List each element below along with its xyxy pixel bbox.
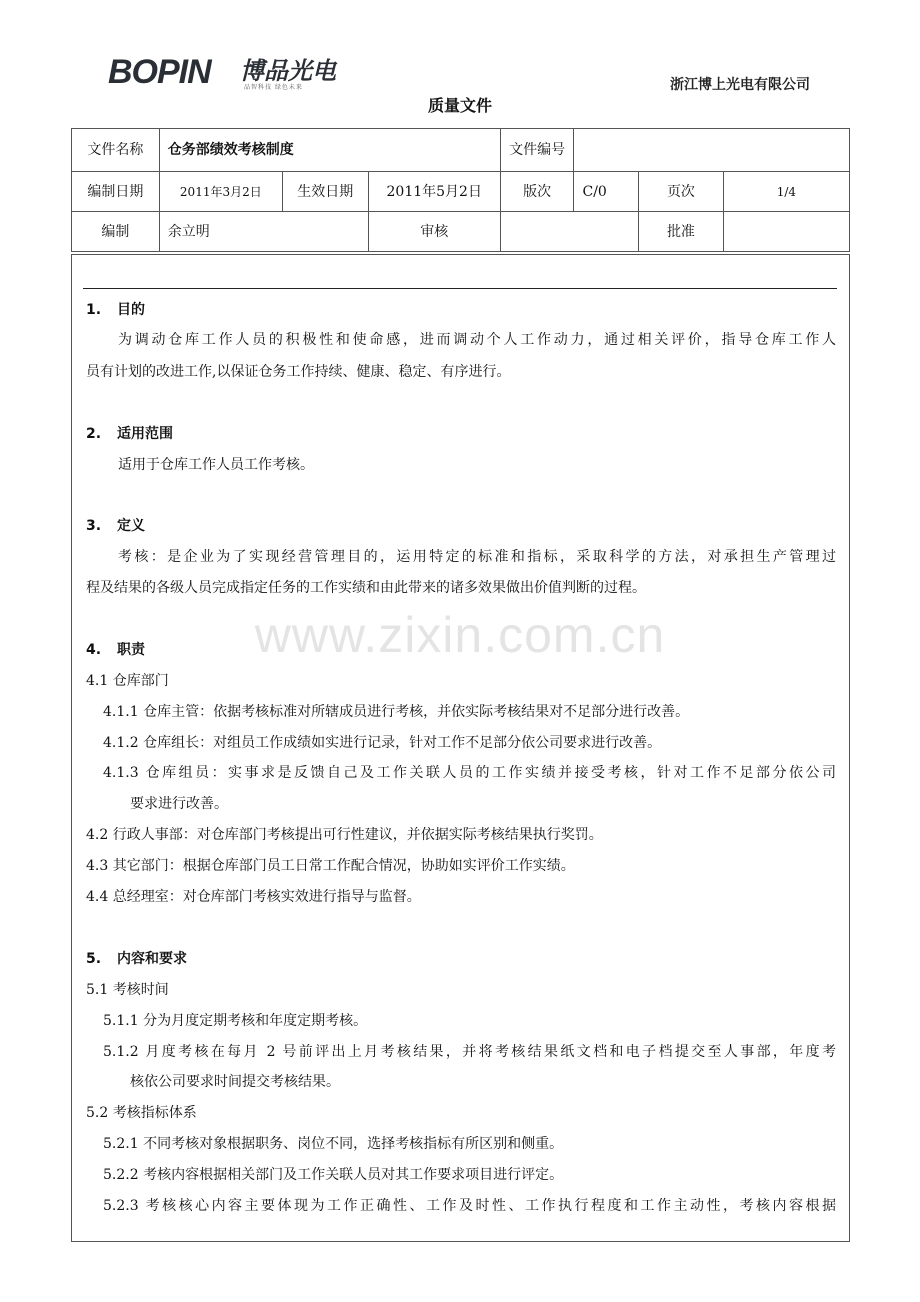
file-name-value: 仓务部绩效考核制度 — [159, 129, 500, 172]
item-4-1-1: 4.1.1 仓库主管：依据考核标准对所辖成员进行考核，并依实际考核结果对不足部分进行改善。 — [103, 704, 690, 720]
company-name: 浙江博上光电有限公司 — [670, 77, 810, 93]
item-4-1-3-line1: 4.1.3 仓库组员：实事求是反馈自己及工作关联人员的工作实绩并接受考核，针对工作不足部分依公司 — [103, 765, 836, 781]
section-3-title: 定义 — [117, 518, 145, 534]
page-label: 页次 — [639, 172, 724, 212]
section-2-paragraph: 适用于仓库工作人员工作考核。 — [118, 457, 314, 473]
logo-chinese-name: 博品光电 — [240, 57, 336, 85]
draft-date-label: 编制日期 — [72, 172, 160, 212]
section-3-number: 3. — [86, 518, 102, 534]
item-4-2: 4.2 行政人事部：对仓库部门考核提出可行性建议，并依据实际考核结果执行奖罚。 — [86, 827, 603, 843]
author-label: 编制 — [72, 212, 160, 252]
section-4-number: 4. — [86, 642, 102, 658]
file-number-value — [574, 129, 850, 172]
document-type-title: 质量文件 — [427, 96, 492, 115]
draft-date-value: 2011年3月2日 — [159, 172, 282, 212]
section-3-paragraph-line2: 程及结果的各级人员完成指定任务的工作实绩和由此带来的诸多效果做出价值判断的过程。 — [86, 580, 646, 596]
item-4-1-2: 4.1.2 仓库组长：对组员工作成绩如实进行记录，针对工作不足部分依公司要求进行改善。 — [103, 735, 662, 751]
company-logo — [108, 52, 340, 92]
item-5-1-2-line1: 5.1.2 月度考核在每月 2 号前评出上月考核结果，并将考核结果纸文档和电子档提交至人事部，年度考 — [103, 1044, 836, 1060]
section-2-title: 适用范围 — [117, 426, 173, 442]
item-5-1: 5.1 考核时间 — [86, 982, 169, 998]
section-3-heading — [86, 516, 145, 536]
file-number-label: 文件编号 — [500, 129, 574, 172]
section-5-title: 内容和要求 — [117, 951, 187, 967]
logo-wordmark: BOPIN — [108, 53, 211, 91]
section-2-heading — [86, 424, 173, 444]
page-value: 1/4 — [723, 172, 849, 212]
section-5-heading — [86, 949, 187, 969]
file-name-label: 文件名称 — [72, 129, 160, 172]
section-1-paragraph-line2: 员有计划的改进工作,以保证仓务工作持续、健康、稳定、有序进行。 — [86, 364, 511, 380]
document-info-table — [71, 128, 850, 252]
approve-value — [723, 212, 849, 252]
item-5-2: 5.2 考核指标体系 — [86, 1105, 197, 1121]
version-value: C/0 — [574, 172, 639, 212]
logo-slogan: 品智科技 绿色未来 — [244, 84, 303, 91]
item-4-3: 4.3 其它部门：根据仓库部门员工日常工作配合情况，协助如实评价工作实绩。 — [86, 858, 575, 874]
version-label: 版次 — [500, 172, 574, 212]
approve-label: 批准 — [639, 212, 724, 252]
item-5-2-2: 5.2.2 考核内容根据相关部门及工作关联人员对其工作要求项目进行评定。 — [103, 1167, 564, 1183]
section-1-paragraph-line1: 为调动仓库工作人员的积极性和使命感，进而调动个人工作动力，通过相关评价，指导仓库工作人 — [118, 332, 836, 348]
item-5-1-1: 5.1.1 分为月度定期考核和年度定期考核。 — [103, 1013, 368, 1029]
item-4-1-3-line2: 要求进行改善。 — [130, 796, 228, 812]
review-label: 审核 — [368, 212, 500, 252]
section-1-title: 目的 — [117, 302, 145, 318]
section-4-title: 职责 — [117, 642, 145, 658]
section-4-heading — [86, 640, 145, 660]
effective-date-value: 2011年5月2日 — [368, 172, 500, 212]
item-5-1-2-line2: 核依公司要求时间提交考核结果。 — [130, 1074, 340, 1090]
section-5-number: 5. — [86, 951, 102, 967]
item-5-2-1: 5.2.1 不同考核对象根据职务、岗位不同，选择考核指标有所区别和侧重。 — [103, 1136, 564, 1152]
section-1-number: 1. — [86, 302, 102, 318]
item-4-4: 4.4 总经理室：对仓库部门考核实效进行指导与监督。 — [86, 889, 421, 905]
section-1-heading — [86, 300, 145, 320]
section-3-paragraph-line1: 考核：是企业为了实现经营管理目的，运用特定的标准和指标，采取科学的方法，对承担生产管理过 — [118, 549, 836, 565]
item-4-1: 4.1 仓库部门 — [86, 673, 169, 689]
effective-date-label: 生效日期 — [282, 172, 368, 212]
watermark: www.zixin.com.cn — [254, 607, 666, 663]
author-value: 余立明 — [159, 212, 368, 252]
section-2-number: 2. — [86, 426, 102, 442]
review-value — [500, 212, 638, 252]
header-rule — [83, 288, 837, 289]
item-5-2-3-line1: 5.2.3 考核核心内容主要体现为工作正确性、工作及时性、工作执行程度和工作主动性，考核内容根据 — [103, 1198, 836, 1214]
